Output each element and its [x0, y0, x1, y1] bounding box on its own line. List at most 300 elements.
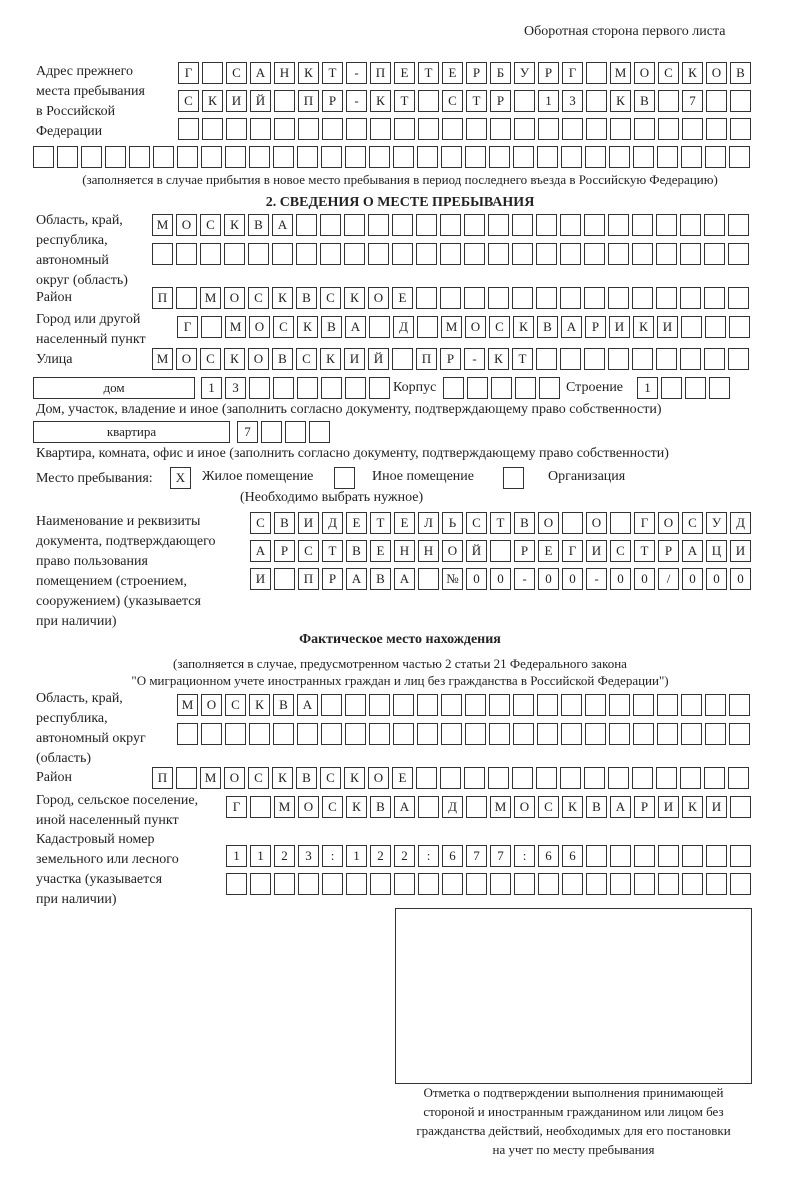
- char-cell[interactable]: В: [634, 90, 655, 112]
- char-cell[interactable]: [562, 118, 583, 140]
- char-cell[interactable]: [488, 214, 509, 236]
- char-cell[interactable]: А: [250, 62, 271, 84]
- char-cell[interactable]: Д: [442, 796, 463, 818]
- char-cell[interactable]: [416, 767, 437, 789]
- char-cell[interactable]: [728, 348, 749, 370]
- char-cell[interactable]: [345, 146, 366, 168]
- char-cell[interactable]: 0: [538, 568, 559, 590]
- char-cell[interactable]: [632, 243, 653, 265]
- char-cell[interactable]: К: [320, 348, 341, 370]
- char-cell[interactable]: X: [170, 467, 191, 489]
- char-cell[interactable]: В: [346, 540, 367, 562]
- char-cell[interactable]: [418, 796, 439, 818]
- char-cell[interactable]: 3: [562, 90, 583, 112]
- char-cell[interactable]: С: [320, 287, 341, 309]
- char-cell[interactable]: О: [442, 540, 463, 562]
- char-cell[interactable]: [730, 873, 751, 895]
- char-cell[interactable]: [274, 118, 295, 140]
- char-cell[interactable]: [503, 467, 524, 489]
- char-cell[interactable]: [706, 118, 727, 140]
- char-cell[interactable]: [658, 90, 679, 112]
- char-cell[interactable]: [729, 146, 750, 168]
- char-cell[interactable]: [610, 873, 631, 895]
- char-cell[interactable]: 0: [610, 568, 631, 590]
- char-cell[interactable]: [346, 873, 367, 895]
- char-cell[interactable]: [656, 287, 677, 309]
- char-cell[interactable]: [392, 348, 413, 370]
- char-cell[interactable]: [705, 694, 726, 716]
- char-cell[interactable]: П: [370, 62, 391, 84]
- char-cell[interactable]: [177, 723, 198, 745]
- char-cell[interactable]: С: [322, 796, 343, 818]
- char-cell[interactable]: [416, 243, 437, 265]
- char-cell[interactable]: 0: [490, 568, 511, 590]
- char-cell[interactable]: Т: [322, 62, 343, 84]
- char-cell[interactable]: -: [346, 62, 367, 84]
- char-cell[interactable]: [369, 723, 390, 745]
- char-cell[interactable]: [709, 377, 730, 399]
- char-cell[interactable]: [680, 767, 701, 789]
- char-cell[interactable]: [634, 845, 655, 867]
- char-cell[interactable]: [610, 512, 631, 534]
- char-cell[interactable]: [321, 694, 342, 716]
- char-cell[interactable]: :: [322, 845, 343, 867]
- char-cell[interactable]: [680, 243, 701, 265]
- char-cell[interactable]: Д: [730, 512, 751, 534]
- char-cell[interactable]: [728, 214, 749, 236]
- char-cell[interactable]: А: [297, 694, 318, 716]
- char-cell[interactable]: [490, 118, 511, 140]
- char-cell[interactable]: [105, 146, 126, 168]
- char-cell[interactable]: [443, 377, 464, 399]
- char-cell[interactable]: [202, 118, 223, 140]
- char-cell[interactable]: [609, 146, 630, 168]
- char-cell[interactable]: М: [152, 348, 173, 370]
- char-cell[interactable]: [585, 723, 606, 745]
- char-cell[interactable]: [586, 845, 607, 867]
- char-cell[interactable]: [658, 873, 679, 895]
- char-cell[interactable]: [562, 512, 583, 534]
- char-cell[interactable]: [298, 873, 319, 895]
- char-cell[interactable]: А: [682, 540, 703, 562]
- char-cell[interactable]: [633, 146, 654, 168]
- char-cell[interactable]: [657, 146, 678, 168]
- char-cell[interactable]: Е: [392, 767, 413, 789]
- char-cell[interactable]: Ц: [706, 540, 727, 562]
- char-cell[interactable]: [464, 243, 485, 265]
- char-cell[interactable]: [440, 287, 461, 309]
- char-cell[interactable]: М: [490, 796, 511, 818]
- char-cell[interactable]: М: [274, 796, 295, 818]
- char-cell[interactable]: [705, 316, 726, 338]
- char-cell[interactable]: [560, 243, 581, 265]
- char-cell[interactable]: С: [466, 512, 487, 534]
- char-cell[interactable]: [633, 694, 654, 716]
- char-cell[interactable]: П: [298, 90, 319, 112]
- char-cell[interactable]: Т: [512, 348, 533, 370]
- char-cell[interactable]: С: [200, 214, 221, 236]
- char-cell[interactable]: [491, 377, 512, 399]
- char-cell[interactable]: К: [202, 90, 223, 112]
- char-cell[interactable]: [249, 377, 270, 399]
- char-cell[interactable]: [584, 348, 605, 370]
- char-cell[interactable]: [730, 796, 751, 818]
- char-cell[interactable]: 1: [226, 845, 247, 867]
- char-cell[interactable]: А: [250, 540, 271, 562]
- char-cell[interactable]: У: [514, 62, 535, 84]
- char-cell[interactable]: С: [296, 348, 317, 370]
- char-cell[interactable]: С: [248, 767, 269, 789]
- char-cell[interactable]: [610, 118, 631, 140]
- char-cell[interactable]: К: [682, 796, 703, 818]
- char-cell[interactable]: Т: [370, 512, 391, 534]
- char-cell[interactable]: В: [730, 62, 751, 84]
- char-cell[interactable]: [728, 767, 749, 789]
- char-cell[interactable]: [586, 90, 607, 112]
- char-cell[interactable]: [176, 767, 197, 789]
- char-cell[interactable]: Е: [346, 512, 367, 534]
- char-cell[interactable]: 3: [225, 377, 246, 399]
- char-cell[interactable]: 0: [634, 568, 655, 590]
- char-cell[interactable]: [658, 118, 679, 140]
- char-cell[interactable]: О: [658, 512, 679, 534]
- char-cell[interactable]: Е: [370, 540, 391, 562]
- char-cell[interactable]: [728, 243, 749, 265]
- char-cell[interactable]: С: [658, 62, 679, 84]
- char-cell[interactable]: [320, 214, 341, 236]
- char-cell[interactable]: [464, 287, 485, 309]
- char-cell[interactable]: [152, 243, 173, 265]
- char-cell[interactable]: [657, 723, 678, 745]
- char-cell[interactable]: 6: [538, 845, 559, 867]
- char-cell[interactable]: Р: [440, 348, 461, 370]
- char-cell[interactable]: [274, 568, 295, 590]
- char-cell[interactable]: [322, 873, 343, 895]
- char-cell[interactable]: Н: [274, 62, 295, 84]
- char-cell[interactable]: А: [610, 796, 631, 818]
- char-cell[interactable]: [681, 146, 702, 168]
- char-cell[interactable]: [610, 845, 631, 867]
- char-cell[interactable]: [273, 146, 294, 168]
- char-cell[interactable]: [632, 348, 653, 370]
- char-cell[interactable]: [309, 421, 330, 443]
- char-cell[interactable]: [176, 243, 197, 265]
- char-cell[interactable]: [369, 694, 390, 716]
- char-cell[interactable]: И: [298, 512, 319, 534]
- char-cell[interactable]: И: [344, 348, 365, 370]
- char-cell[interactable]: В: [370, 796, 391, 818]
- char-cell[interactable]: [730, 90, 751, 112]
- char-cell[interactable]: [368, 243, 389, 265]
- char-cell[interactable]: [418, 568, 439, 590]
- char-cell[interactable]: О: [176, 214, 197, 236]
- char-cell[interactable]: [394, 118, 415, 140]
- char-cell[interactable]: [560, 287, 581, 309]
- char-cell[interactable]: К: [224, 214, 245, 236]
- char-cell[interactable]: [586, 118, 607, 140]
- char-cell[interactable]: [561, 723, 582, 745]
- char-cell[interactable]: И: [730, 540, 751, 562]
- char-cell[interactable]: К: [224, 348, 245, 370]
- char-cell[interactable]: [632, 214, 653, 236]
- char-cell[interactable]: К: [562, 796, 583, 818]
- char-cell[interactable]: [584, 287, 605, 309]
- char-cell[interactable]: [728, 287, 749, 309]
- char-cell[interactable]: [296, 214, 317, 236]
- char-cell[interactable]: Г: [562, 62, 583, 84]
- char-cell[interactable]: С: [442, 90, 463, 112]
- char-cell[interactable]: 2: [370, 845, 391, 867]
- char-cell[interactable]: К: [297, 316, 318, 338]
- char-cell[interactable]: С: [178, 90, 199, 112]
- char-cell[interactable]: [514, 90, 535, 112]
- char-cell[interactable]: О: [224, 287, 245, 309]
- char-cell[interactable]: С: [682, 512, 703, 534]
- char-cell[interactable]: [657, 694, 678, 716]
- char-cell[interactable]: Г: [634, 512, 655, 534]
- char-cell[interactable]: [680, 287, 701, 309]
- char-cell[interactable]: [608, 243, 629, 265]
- char-cell[interactable]: У: [706, 512, 727, 534]
- char-cell[interactable]: [513, 723, 534, 745]
- char-cell[interactable]: [417, 694, 438, 716]
- char-cell[interactable]: М: [152, 214, 173, 236]
- char-cell[interactable]: [370, 118, 391, 140]
- char-cell[interactable]: Д: [393, 316, 414, 338]
- char-cell[interactable]: [225, 723, 246, 745]
- char-cell[interactable]: [467, 377, 488, 399]
- char-cell[interactable]: [392, 243, 413, 265]
- char-cell[interactable]: К: [370, 90, 391, 112]
- char-cell[interactable]: [661, 377, 682, 399]
- char-cell[interactable]: Р: [322, 90, 343, 112]
- char-cell[interactable]: [417, 316, 438, 338]
- char-cell[interactable]: [537, 694, 558, 716]
- char-cell[interactable]: [344, 214, 365, 236]
- char-cell[interactable]: [685, 377, 706, 399]
- char-cell[interactable]: Й: [368, 348, 389, 370]
- char-cell[interactable]: Р: [634, 796, 655, 818]
- char-cell[interactable]: С: [538, 796, 559, 818]
- char-cell[interactable]: Й: [250, 90, 271, 112]
- char-cell[interactable]: К: [344, 767, 365, 789]
- char-cell[interactable]: О: [538, 512, 559, 534]
- char-cell[interactable]: [729, 694, 750, 716]
- char-cell[interactable]: 1: [637, 377, 658, 399]
- char-cell[interactable]: [248, 243, 269, 265]
- char-cell[interactable]: А: [345, 316, 366, 338]
- char-cell[interactable]: [297, 146, 318, 168]
- char-cell[interactable]: Р: [585, 316, 606, 338]
- char-cell[interactable]: [176, 287, 197, 309]
- char-cell[interactable]: В: [370, 568, 391, 590]
- char-cell[interactable]: [224, 243, 245, 265]
- char-cell[interactable]: М: [610, 62, 631, 84]
- char-cell[interactable]: К: [488, 348, 509, 370]
- char-cell[interactable]: [392, 214, 413, 236]
- char-cell[interactable]: [418, 118, 439, 140]
- char-cell[interactable]: [584, 243, 605, 265]
- char-cell[interactable]: [706, 845, 727, 867]
- char-cell[interactable]: [441, 694, 462, 716]
- char-cell[interactable]: [442, 873, 463, 895]
- char-cell[interactable]: [321, 146, 342, 168]
- char-cell[interactable]: И: [586, 540, 607, 562]
- char-cell[interactable]: [515, 377, 536, 399]
- char-cell[interactable]: М: [177, 694, 198, 716]
- char-cell[interactable]: О: [201, 694, 222, 716]
- char-cell[interactable]: [489, 146, 510, 168]
- char-cell[interactable]: [704, 243, 725, 265]
- char-cell[interactable]: Р: [658, 540, 679, 562]
- char-cell[interactable]: [394, 873, 415, 895]
- char-cell[interactable]: Т: [394, 90, 415, 112]
- char-cell[interactable]: [632, 767, 653, 789]
- char-cell[interactable]: [560, 767, 581, 789]
- char-cell[interactable]: [536, 214, 557, 236]
- char-cell[interactable]: 1: [250, 845, 271, 867]
- char-cell[interactable]: К: [272, 767, 293, 789]
- char-cell[interactable]: [537, 723, 558, 745]
- char-cell[interactable]: [369, 146, 390, 168]
- char-cell[interactable]: Т: [490, 512, 511, 534]
- char-cell[interactable]: 0: [682, 568, 703, 590]
- char-cell[interactable]: [488, 287, 509, 309]
- char-cell[interactable]: [297, 723, 318, 745]
- char-cell[interactable]: [285, 421, 306, 443]
- char-cell[interactable]: [225, 146, 246, 168]
- char-cell[interactable]: Ь: [442, 512, 463, 534]
- char-cell[interactable]: [250, 873, 271, 895]
- char-cell[interactable]: [682, 118, 703, 140]
- char-cell[interactable]: [514, 118, 535, 140]
- char-cell[interactable]: [466, 873, 487, 895]
- char-cell[interactable]: [370, 873, 391, 895]
- char-cell[interactable]: Р: [466, 62, 487, 84]
- char-cell[interactable]: [512, 287, 533, 309]
- char-cell[interactable]: [201, 146, 222, 168]
- char-cell[interactable]: [464, 214, 485, 236]
- char-cell[interactable]: М: [200, 767, 221, 789]
- char-cell[interactable]: -: [586, 568, 607, 590]
- char-cell[interactable]: [250, 118, 271, 140]
- char-cell[interactable]: [609, 694, 630, 716]
- char-cell[interactable]: М: [200, 287, 221, 309]
- char-cell[interactable]: [538, 873, 559, 895]
- char-cell[interactable]: Р: [538, 62, 559, 84]
- char-cell[interactable]: [705, 146, 726, 168]
- char-cell[interactable]: 7: [237, 421, 258, 443]
- char-cell[interactable]: П: [416, 348, 437, 370]
- char-cell[interactable]: К: [610, 90, 631, 112]
- char-cell[interactable]: О: [176, 348, 197, 370]
- char-cell[interactable]: Г: [178, 62, 199, 84]
- char-cell[interactable]: В: [296, 287, 317, 309]
- char-cell[interactable]: П: [298, 568, 319, 590]
- char-cell[interactable]: [321, 377, 342, 399]
- char-cell[interactable]: [296, 243, 317, 265]
- char-cell[interactable]: :: [514, 845, 535, 867]
- char-cell[interactable]: [393, 146, 414, 168]
- char-cell[interactable]: [560, 214, 581, 236]
- char-cell[interactable]: О: [514, 796, 535, 818]
- char-cell[interactable]: К: [272, 287, 293, 309]
- char-cell[interactable]: [417, 146, 438, 168]
- char-cell[interactable]: 1: [538, 90, 559, 112]
- char-cell[interactable]: Е: [392, 287, 413, 309]
- char-cell[interactable]: [682, 873, 703, 895]
- char-cell[interactable]: [512, 214, 533, 236]
- char-cell[interactable]: [33, 146, 54, 168]
- char-cell[interactable]: С: [225, 694, 246, 716]
- char-cell[interactable]: Т: [418, 62, 439, 84]
- char-cell[interactable]: К: [344, 287, 365, 309]
- char-cell[interactable]: 3: [298, 845, 319, 867]
- char-cell[interactable]: [681, 694, 702, 716]
- char-cell[interactable]: Г: [177, 316, 198, 338]
- char-cell[interactable]: К: [682, 62, 703, 84]
- char-cell[interactable]: [274, 90, 295, 112]
- char-cell[interactable]: [488, 767, 509, 789]
- char-cell[interactable]: 1: [346, 845, 367, 867]
- char-cell[interactable]: [368, 214, 389, 236]
- char-cell[interactable]: М: [441, 316, 462, 338]
- char-cell[interactable]: А: [561, 316, 582, 338]
- char-cell[interactable]: [464, 767, 485, 789]
- char-cell[interactable]: 0: [730, 568, 751, 590]
- char-cell[interactable]: [416, 214, 437, 236]
- char-cell[interactable]: [489, 723, 510, 745]
- house-type-field[interactable]: дом: [33, 377, 195, 399]
- char-cell[interactable]: Г: [562, 540, 583, 562]
- char-cell[interactable]: С: [248, 287, 269, 309]
- char-cell[interactable]: [466, 796, 487, 818]
- char-cell[interactable]: Н: [394, 540, 415, 562]
- char-cell[interactable]: [608, 348, 629, 370]
- char-cell[interactable]: Т: [466, 90, 487, 112]
- char-cell[interactable]: [704, 214, 725, 236]
- char-cell[interactable]: [177, 146, 198, 168]
- char-cell[interactable]: [129, 146, 150, 168]
- char-cell[interactable]: [536, 348, 557, 370]
- char-cell[interactable]: [538, 118, 559, 140]
- char-cell[interactable]: 7: [682, 90, 703, 112]
- char-cell[interactable]: [200, 243, 221, 265]
- char-cell[interactable]: [706, 90, 727, 112]
- char-cell[interactable]: [730, 845, 751, 867]
- char-cell[interactable]: В: [296, 767, 317, 789]
- char-cell[interactable]: [417, 723, 438, 745]
- char-cell[interactable]: И: [658, 796, 679, 818]
- char-cell[interactable]: [442, 118, 463, 140]
- char-cell[interactable]: [81, 146, 102, 168]
- char-cell[interactable]: [608, 767, 629, 789]
- char-cell[interactable]: К: [346, 796, 367, 818]
- char-cell[interactable]: А: [394, 568, 415, 590]
- char-cell[interactable]: К: [298, 62, 319, 84]
- char-cell[interactable]: [153, 146, 174, 168]
- char-cell[interactable]: [608, 287, 629, 309]
- char-cell[interactable]: И: [609, 316, 630, 338]
- char-cell[interactable]: [706, 873, 727, 895]
- char-cell[interactable]: [584, 767, 605, 789]
- char-cell[interactable]: Д: [322, 512, 343, 534]
- char-cell[interactable]: И: [250, 568, 271, 590]
- char-cell[interactable]: О: [249, 316, 270, 338]
- char-cell[interactable]: [465, 694, 486, 716]
- char-cell[interactable]: [490, 540, 511, 562]
- char-cell[interactable]: Р: [514, 540, 535, 562]
